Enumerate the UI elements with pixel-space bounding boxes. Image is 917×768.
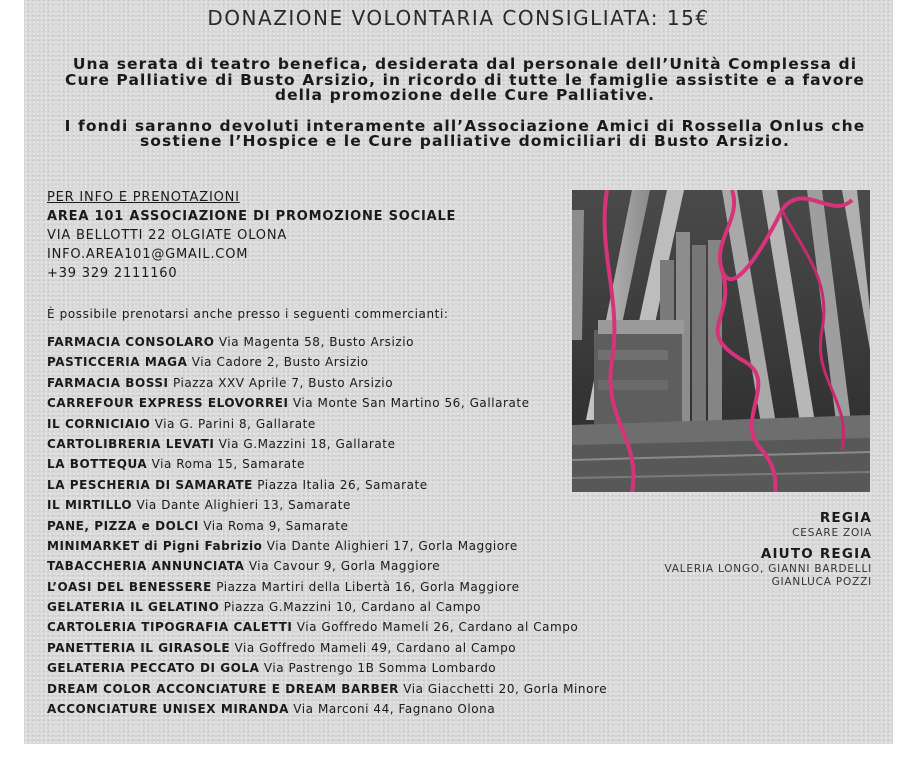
shop-entry	[47, 332, 607, 352]
shops-intro: È possibile prenotarsi anche presso i seguenti commercianti:	[47, 307, 449, 321]
shop-entry	[47, 577, 607, 597]
throne-illustration	[572, 190, 870, 492]
poster	[24, 0, 893, 744]
shop-entry	[47, 556, 607, 576]
shop-entry	[47, 699, 607, 719]
organization-name: AREA 101 ASSOCIAZIONE DI PROMOZIONE SOCIALE	[47, 209, 457, 224]
shop-name: CARTOLIBRERIA LEVATI	[47, 436, 215, 451]
shop-name: L’OASI DEL BENESSERE	[47, 579, 212, 594]
shop-entry	[47, 434, 607, 454]
shop-entry	[47, 454, 607, 474]
shop-name: CARTOLERIA TIPOGRAFIA CALETTI	[47, 620, 293, 635]
shop-entry	[47, 352, 607, 372]
shop-entry	[47, 393, 607, 413]
shop-address: Via Cavour 9, Gorla Maggiore	[248, 559, 441, 574]
shop-address: Piazza XXV Aprile 7, Busto Arsizio	[172, 375, 394, 390]
shop-entry	[47, 536, 607, 556]
aiuto-regia-names-line-1: VALERIA LONGO, GIANNI BARDELLI	[664, 563, 872, 575]
shop-address: Via Goffredo Mameli 49, Cardano al Campo	[234, 640, 517, 655]
aiuto-regia-names-line-2: GIANLUCA POZZI	[771, 576, 872, 588]
info-heading: PER INFO E PRENOTAZIONI	[47, 190, 240, 205]
shop-entry	[47, 658, 607, 678]
shop-entry	[47, 638, 607, 658]
shop-entry	[47, 414, 607, 434]
shop-address: Piazza Martiri della Libertà 16, Gorla Maggiore	[216, 579, 520, 594]
organization-email[interactable]: INFO.AREA101@GMAIL.COM	[47, 247, 249, 262]
shop-address: Via Cadore 2, Busto Arsizio	[191, 355, 369, 370]
shop-entry	[47, 475, 607, 495]
shop-address: Via G. Parini 8, Gallarate	[154, 416, 316, 431]
donation-heading: DONAZIONE VOLONTARIA CONSIGLIATA: 15€	[207, 6, 710, 30]
shop-name: LA PESCHERIA DI SAMARATE	[47, 477, 253, 492]
shop-entry	[47, 373, 607, 393]
intro-text	[60, 57, 870, 165]
shop-name: LA BOTTEQUA	[47, 457, 148, 472]
shop-address: Via Goffredo Mameli 26, Cardano al Campo	[296, 620, 579, 635]
shop-name: IL CORNICIAIO	[47, 416, 151, 431]
intro-paragraph-1: Una serata di teatro benefica, desiderata dal personale dell’Unità Complessa di Cure Palliative di Busto Arsizio, in ricordo di tutte le famiglie assistite e a favore della promozione delle Cure Palliative.	[64, 55, 866, 104]
shop-address: Piazza Italia 26, Samarate	[257, 477, 428, 492]
credits	[664, 510, 872, 589]
stage-photo	[572, 190, 870, 492]
shop-entry	[47, 617, 607, 637]
shop-name: GELATERIA IL GELATINO	[47, 600, 220, 615]
shop-name: CARREFOUR EXPRESS ELOVORREI	[47, 396, 289, 411]
shop-name: ACCONCIATURE UNISEX MIRANDA	[47, 702, 289, 717]
shop-entry	[47, 495, 607, 515]
info-block	[47, 188, 456, 283]
shop-name: DREAM COLOR ACCONCIATURE E DREAM BARBER	[47, 681, 399, 696]
regia-name: CESARE ZOIA	[792, 527, 872, 539]
regia-label: REGIA	[819, 510, 872, 526]
shop-name: PANE, PIZZA e DOLCI	[47, 518, 199, 533]
shop-address: Via G.Mazzini 18, Gallarate	[218, 436, 396, 451]
shop-address: Via Roma 15, Samarate	[151, 457, 305, 472]
shop-address: Via Magenta 58, Busto Arsizio	[218, 335, 414, 349]
shop-entry	[47, 679, 607, 699]
shop-address: Via Marconi 44, Fagnano Olona	[293, 702, 496, 717]
organization-phone[interactable]: +39 329 2111160	[47, 266, 178, 281]
shop-address: Piazza G.Mazzini 10, Cardano al Campo	[223, 600, 482, 615]
aiuto-regia-label: AIUTO REGIA	[760, 546, 872, 562]
shop-name: PASTICCERIA MAGA	[47, 355, 188, 370]
shop-address: Via Pastrengo 1B Somma Lombardo	[263, 661, 497, 676]
shop-name: FARMACIA CONSOLARO	[47, 335, 215, 349]
shop-address: Via Monte San Martino 56, Gallarate	[292, 396, 530, 411]
shop-address: Via Dante Alighieri 13, Samarate	[136, 498, 351, 513]
shop-name: IL MIRTILLO	[47, 498, 133, 513]
organization-address: VIA BELLOTTI 22 OLGIATE OLONA	[47, 228, 288, 243]
shop-entry	[47, 597, 607, 617]
intro-paragraph-2: I fondi saranno devoluti interamente all’Associazione Amici di Rossella Onlus che sostiene l’Hospice e le Cure palliative domiciliari di Busto Arsizio.	[64, 116, 866, 150]
shop-name: MINIMARKET di Pigni Fabrizio	[47, 538, 263, 553]
shop-name: FARMACIA BOSSI	[47, 375, 169, 390]
shop-name: PANETTERIA IL GIRASOLE	[47, 640, 231, 655]
shops-list	[47, 332, 607, 719]
shop-name: TABACCHERIA ANNUNCIATA	[47, 559, 245, 574]
shop-entry	[47, 516, 607, 536]
shop-address: Via Roma 9, Samarate	[203, 518, 349, 533]
shop-name: GELATERIA PECCATO DI GOLA	[47, 661, 260, 676]
shop-address: Via Giacchetti 20, Gorla Minore	[403, 681, 608, 696]
shop-address: Via Dante Alighieri 17, Gorla Maggiore	[266, 538, 518, 553]
